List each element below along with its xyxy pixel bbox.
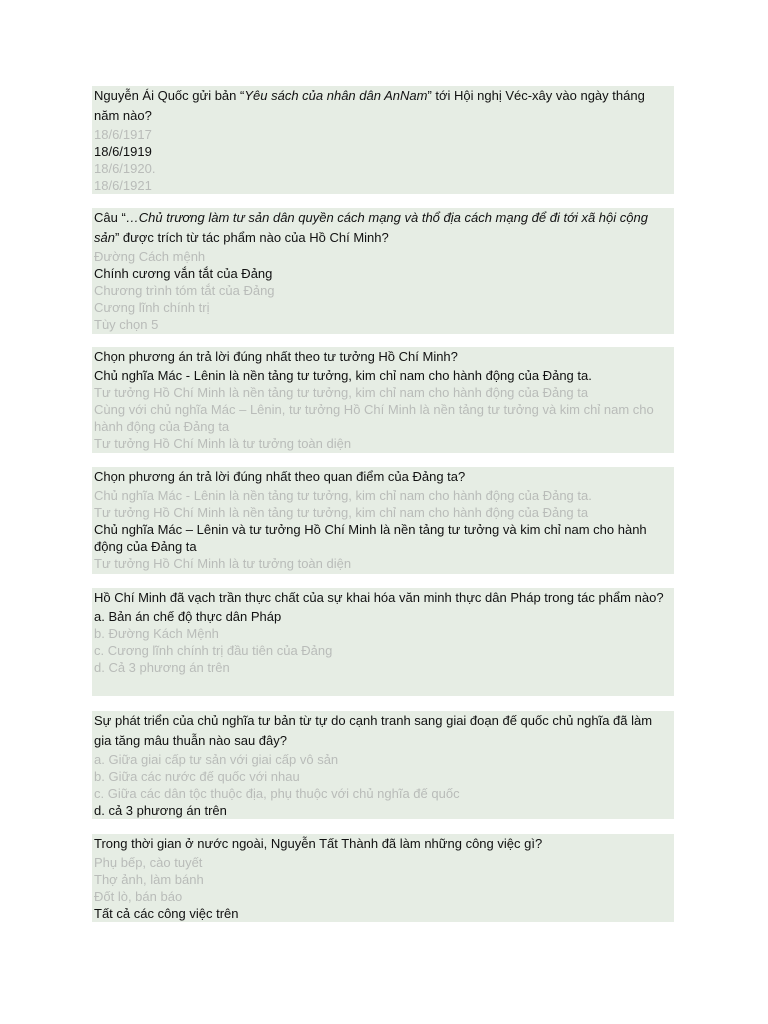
option: Thợ ảnh, làm bánh — [94, 872, 204, 887]
option: Cương lĩnh chính trị — [94, 300, 210, 315]
option: Đốt lò, bán báo — [94, 889, 183, 904]
option: d. Cả 3 phương án trên — [94, 660, 230, 675]
question-block-1 — [92, 86, 674, 194]
option: c. Giữa các dân tộc thuộc địa, phụ thuộc với chủ nghĩa đế quốc — [94, 786, 460, 801]
question-block-6 — [92, 711, 674, 819]
option-correct: d. cả 3 phương án trên — [94, 803, 227, 818]
option: Chương trình tóm tắt của Đảng — [94, 283, 275, 298]
option: b. Giữa các nước đế quốc với nhau — [94, 769, 300, 784]
question-block-7 — [92, 834, 674, 922]
question-text: Câu “…Chủ trương làm tư sản dân quyền cách mạng và thổ địa cách mạng để đi tới xã hội cộng sản” được trích từ tác phẩm nào của Hồ Chí Minh? — [94, 210, 648, 245]
option-correct: Tất cả các công việc trên — [94, 906, 239, 921]
question-block-2 — [92, 208, 674, 334]
option: Tùy chọn 5 — [94, 317, 159, 332]
question-text: Chọn phương án trả lời đúng nhất theo tư tưởng Hồ Chí Minh? — [94, 349, 458, 364]
question-text: Trong thời gian ở nước ngoài, Nguyễn Tất Thành đã làm những công việc gì? — [94, 836, 543, 851]
option: 18/6/1920. — [94, 161, 156, 176]
option: a. Giữa giai cấp tư sản với giai cấp vô sản — [94, 752, 339, 767]
option-correct: 18/6/1919 — [94, 144, 152, 159]
option-correct: Chính cương vắn tắt của Đảng — [94, 266, 273, 281]
option: Tư tưởng Hồ Chí Minh là nền tảng tư tưởng, kim chỉ nam cho hành động của Đảng ta — [94, 385, 589, 400]
question-block-5 — [92, 588, 674, 696]
option: b. Đường Kách Mệnh — [94, 626, 219, 641]
question-text: Hồ Chí Minh đã vạch trần thực chất của sự khai hóa văn minh thực dân Pháp trong tác phẩm nào? — [94, 590, 664, 605]
option: Chủ nghĩa Mác - Lênin là nền tảng tư tưởng, kim chỉ nam cho hành động của Đảng ta. — [94, 488, 592, 503]
question-block-3 — [92, 347, 674, 453]
option-correct: Chủ nghĩa Mác – Lênin và tư tưởng Hồ Chí Minh là nền tảng tư tưởng và kim chỉ nam cho hành động của Đảng ta — [94, 522, 647, 554]
option: 18/6/1917 — [94, 127, 152, 142]
option: Phụ bếp, cào tuyết — [94, 855, 203, 870]
option: 18/6/1921 — [94, 178, 152, 193]
option: Tư tưởng Hồ Chí Minh là tư tưởng toàn diện — [94, 436, 352, 451]
option: Tư tưởng Hồ Chí Minh là tư tưởng toàn diện — [94, 556, 352, 571]
option-correct: Chủ nghĩa Mác - Lênin là nền tảng tư tưởng, kim chỉ nam cho hành động của Đảng ta. — [94, 368, 592, 383]
option-correct: a. Bản án chế độ thực dân Pháp — [94, 609, 282, 624]
question-text: Nguyễn Ái Quốc gửi bản “Yêu sách của nhân dân AnNam” tới Hội nghị Véc-xây vào ngày tháng năm nào? — [94, 88, 645, 123]
option: Tư tưởng Hồ Chí Minh là nền tảng tư tưởng, kim chỉ nam cho hành động của Đảng ta — [94, 505, 589, 520]
question-text: Chọn phương án trả lời đúng nhất theo quan điểm của Đảng ta? — [94, 469, 466, 484]
question-block-4 — [92, 467, 674, 574]
option: Đường Cách mệnh — [94, 249, 206, 264]
option: Cùng với chủ nghĩa Mác – Lênin, tư tưởng Hồ Chí Minh là nền tảng tư tưởng và kim chỉ nam cho hành động của Đảng ta — [94, 402, 654, 434]
question-text: Sự phát triển của chủ nghĩa tư bản từ tự do cạnh tranh sang giai đoạn đế quốc chủ nghĩa đã làm gia tăng mâu thuẫn nào sau đây? — [94, 713, 653, 748]
option: c. Cương lĩnh chính trị đầu tiên của Đảng — [94, 643, 333, 658]
